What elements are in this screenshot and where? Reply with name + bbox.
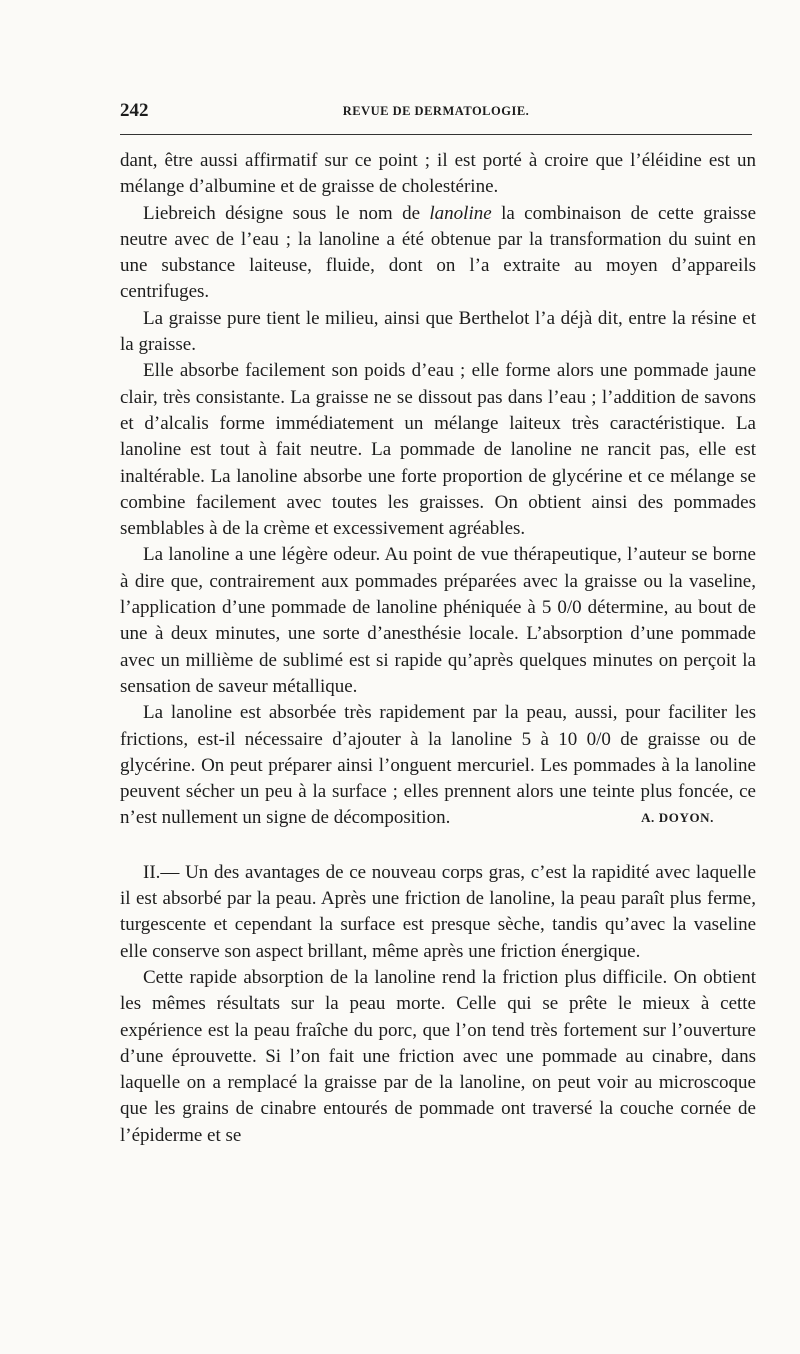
author-signature: A. DOYON. — [641, 810, 714, 826]
running-title: REVUE DE DERMATOLOGIE. — [342, 104, 530, 118]
paragraph-text: la combinaison de cette graisse neutre avec de l’eau ; la lanoline a été obtenue par la transformation du suint en une substance laiteuse, fluide, dont on l’a extraite au moyen d’appareils centrifuges. — [120, 202, 757, 303]
paragraph-continued: dant, être aussi affirmatif sur ce point ; il est porté à croire que l’éléidine est un mélange d’albumine et de graisse de cholestérine. — [120, 150, 756, 198]
paragraph-rapid-absorption: Cette rapide absorption de la lanoline rend la friction plus difficile. On obtient les mêmes résultats sur la peau morte. Celle qui se prête le mieux à cette expérience est la peau fraîche du porc, que l’on tend très fortement sur l’ouverture d’une éprouvette. Si l’on fait une friction avec une pommade au cinabre, dans laquelle on a remplacé la graisse par de la lanoline, on peut voir au microscoque que les grains de cinabre entourés de pommade ont traversé la couche cornée de l’épiderme et se — [120, 966, 756, 1146]
page-number: 242 — [120, 100, 149, 121]
paragraph-text: La lanoline est absorbée très rapidement par la peau, aussi, pour faciliter les frictions, est-il nécessaire d’ajouter à la lanoline 5 à 10 0/0 de graisse ou de glycérine. On peut préparer ainsi l’onguent mercuriel. Les pommades à la lanoline peuvent sécher un peu à la surface ; elles prennent alors une teinte plus foncée, ce n’est nullement un signe de décomposition. — [120, 702, 756, 829]
paragraph-absorption-water: Elle absorbe facilement son poids d’eau ; elle forme alors une pommade jaune clair, très consistante. La graisse ne se dissout pas dans l’eau ; l’addition de savons et d’alcalis forme immédiatement un mélange laiteux très caractéristique. La lanoline est tout à fait neutre. La pommade de lanoline ne rancit pas, elle est inaltérable. La lanoline absorbe une forte proportion de glycérine et ce mélange se combine facilement avec toutes les graisses. On obtient ainsi des pommades semblables à de la crème et excessivement agréables. — [120, 360, 756, 540]
header-rule — [120, 134, 752, 135]
section-gap — [120, 832, 756, 860]
paragraph-lanoline-definition — [120, 201, 756, 306]
italic-term-lanoline: lanoline — [429, 202, 492, 224]
paragraph-frictions — [120, 700, 756, 831]
page-header — [120, 100, 752, 126]
paragraph-pure-grease: La graisse pure tient le milieu, ainsi que Berthelot l’a déjà dit, entre la résine et la graisse. — [120, 307, 756, 356]
paragraph-odor-therapeutic: La lanoline a une légère odeur. Au point de vue thérapeutique, l’auteur se borne à dire que, contrairement aux pommades préparées avec la graisse ou la vaseline, l’application d’une pommade de lanoline phéniquée à 5 0/0 détermine, au bout de une à deux minutes, une sorte d’anesthésie locale. L’absorption d’une pommade avec un millième de sublimé est si rapide qu’après quelques minutes on perçoit la sensation de saveur métallique. — [120, 544, 756, 697]
article-body — [120, 148, 756, 1149]
paragraph-text: Liebreich désigne sous le nom de — [143, 202, 430, 224]
paragraph-section-ii: II.— Un des avantages de ce nouveau corps gras, c’est la rapidité avec laquelle il est absorbé par la peau. Après une friction de lanoline, la peau paraît plus ferme, turgescente et cependant la surface est presque sèche, tandis qu’avec la vaseline elle conserve son aspect brillant, même après une friction énergique. — [120, 861, 756, 962]
